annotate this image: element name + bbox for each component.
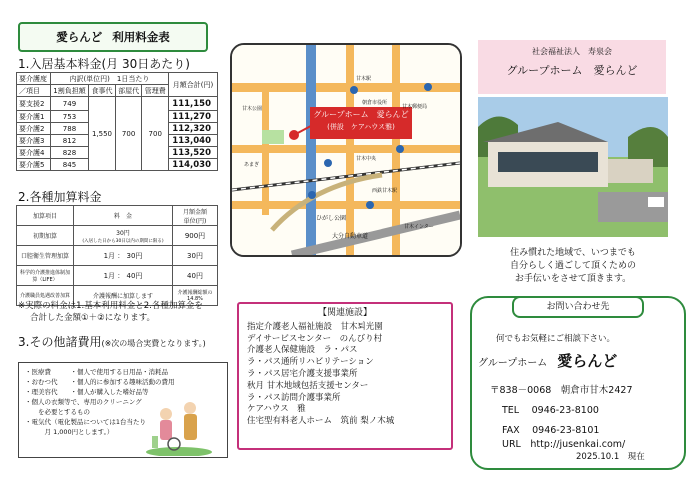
col-burden: 1割負担額 (50, 85, 88, 97)
row-total: 113,520 (169, 147, 218, 159)
other-cost-item: 月 1,000円とします。） (25, 428, 114, 436)
tagline-line: 住み慣れた地域で、いつまでも (510, 248, 636, 258)
col-unit-price: 内訳(単位円) 1日当たり (50, 73, 168, 85)
section1-heading: 1.入居基本料金(月 30日あたり) (18, 57, 190, 71)
contact-date: 2025.10.1 現在 (576, 452, 645, 462)
col-room: 部屋代 (115, 85, 142, 97)
contact-box (470, 296, 686, 470)
related-item: ラ・パス通所リハビリテーション (247, 357, 374, 368)
title-name: 愛らんど (56, 30, 103, 44)
other-cost-item: を必要とするもの (25, 408, 90, 416)
related-facilities-box (237, 302, 453, 450)
basic-fee-table (16, 72, 218, 171)
map-label: 朝倉市役所 (362, 100, 388, 106)
row-burden: 828 (50, 147, 88, 159)
contact-lead: 何でもお気軽にご相談下さい。 (496, 334, 616, 344)
related-item: 秋月 甘木地域包括支援センター (247, 380, 369, 391)
room-cost: 700 (115, 97, 142, 171)
map-banner-line2: (併設 ケアハウス雅) (327, 123, 395, 131)
row-total: 113,040 (169, 135, 218, 147)
add-month: 40円 (173, 266, 218, 286)
row-burden: 845 (50, 159, 88, 171)
related-item: ラ・パス居宅介護支援事業所 (247, 368, 358, 379)
map-label: 甘木インター (404, 224, 434, 230)
related-item: デイサービスセンター のんびり村 (247, 333, 383, 344)
contact-name: グループホーム 愛らんど (478, 352, 618, 370)
col-mgmt: 管理費 (142, 85, 169, 97)
row-total: 114,030 (169, 159, 218, 171)
add-item: 口腔衛生管理加算 (17, 246, 74, 266)
section2-heading: 2.各種加算料金 (18, 190, 102, 204)
tagline-line: 自分らしく過ごして頂くための (509, 261, 636, 271)
row-level: 要支援2 (17, 97, 51, 111)
row-level: 要介護3 (17, 135, 51, 147)
col-item: ／項目 (17, 85, 51, 97)
map-label: 甘木公園 (242, 106, 263, 112)
tagline (480, 247, 666, 286)
other-cost-item: ・おむつ代 ・個人的に参加する趣味活動の費用 (25, 378, 175, 386)
col-add-item: 加算項目 (17, 206, 74, 226)
add-fee: 1月 ： 40円 (74, 266, 173, 286)
add-fee: 30円 (入居した日から30日以内の期間に限る) (74, 226, 173, 246)
add-month: 介護報酬総額の14.8% (173, 286, 218, 306)
row-level: 要介護2 (17, 123, 51, 135)
fee-note-line2: 合計した金額①＋②になります。 (30, 313, 156, 323)
map-facility-banner (310, 107, 412, 139)
row-total: 111,150 (169, 97, 218, 111)
row-level: 要介護4 (17, 147, 51, 159)
map-label: ひがし公園 (316, 215, 347, 222)
add-month: 900円 (173, 226, 218, 246)
related-item: 指定介護老人福祉施設 甘木퇴光園 (247, 321, 383, 332)
other-cost-item: ・電気代（電化製品については1台当たり (25, 418, 147, 426)
building-photo (478, 97, 668, 237)
map-label: 大分自動車道 (332, 233, 369, 240)
facility-name: グループホーム 愛らんど (506, 64, 638, 77)
add-fee: 介護報酬に加算します (74, 286, 173, 306)
related-item: ラ・パス訪問介護事業所 (247, 392, 341, 403)
title-text: 利用料金表 (112, 30, 170, 44)
map-label: あまぎ (244, 162, 260, 168)
row-level: 要介護5 (17, 159, 51, 171)
food-cost: 1,550 (89, 97, 116, 171)
fee-note (18, 300, 228, 324)
add-month: 30円 (173, 246, 218, 266)
add-item: 初期加算 (17, 226, 74, 246)
section3-heading: 3.その他諸費用(※次の場合実費となります。) (18, 335, 206, 349)
mgmt-cost: 700 (142, 97, 169, 171)
access-map (230, 43, 462, 257)
row-burden: 753 (50, 111, 88, 123)
add-item: 介護職員処遇改善加算 (17, 286, 74, 306)
col-food: 食事代 (89, 85, 116, 97)
contact-tab: お問い合わせ先 (512, 296, 644, 318)
col-add-month: 月額金額 単位(円) (173, 206, 218, 226)
add-fee: 1月 ： 30円 (74, 246, 173, 266)
map-banner-line1: グループホーム 愛らんど (313, 110, 409, 119)
row-total: 112,320 (169, 123, 218, 135)
col-add-fee: 料 金 (74, 206, 173, 226)
row-burden: 812 (50, 135, 88, 147)
col-care: 要介護度 (17, 73, 51, 85)
row-total: 111,270 (169, 111, 218, 123)
related-title: 【関連施設】 (317, 308, 372, 318)
contact-fax: FAX 0946-23-8101 (502, 425, 600, 436)
contact-address: 〒838－0068 朝倉市甘木2427 (490, 385, 633, 396)
map-label: 甘木駅 (356, 76, 372, 82)
row-burden: 788 (50, 123, 88, 135)
map-label: 甘木郵便局 (402, 104, 428, 110)
fee-note-line1: ※実際の料金は1.基本利用料金と2.各種加算金を (18, 301, 203, 311)
elderly-illustration (144, 396, 214, 456)
other-cost-item: ・医療費 ・個人で使用する日用品・消耗品 (25, 368, 168, 376)
fee-table-title (18, 22, 208, 52)
map-label: 甘木中央 (356, 156, 377, 162)
org-banner (478, 40, 666, 94)
addition-fee-table (16, 205, 218, 306)
corp-name: 社会福祉法人 寿泉会 (532, 47, 612, 56)
related-item: 介護老人保健施設 ラ・パス (247, 345, 358, 356)
contact-tel: TEL 0946-23-8100 (502, 405, 599, 416)
related-item: 住宅型有料老人ホーム 筑前 梨ノ木城 (247, 416, 395, 427)
other-cost-item: ・個人の衣類等で、専用のクリーニング (25, 398, 142, 406)
contact-url[interactable]: URL http://jusenkai.com/ (502, 439, 626, 450)
map-label: 西鉄甘木駅 (372, 188, 398, 194)
row-level: 要介護1 (17, 111, 51, 123)
other-cost-item: ・理美容代 ・個人が購入した嗜好品等 (25, 388, 149, 396)
row-burden: 749 (50, 97, 88, 111)
related-item: ケアハウス 雅 (247, 404, 306, 415)
add-item: 科学的介護推進体制加算（LIFE） (17, 266, 74, 286)
col-monthly: 月額合計(円) (169, 73, 218, 97)
tagline-line: お手伝いをさせて頂きます。 (514, 274, 632, 284)
